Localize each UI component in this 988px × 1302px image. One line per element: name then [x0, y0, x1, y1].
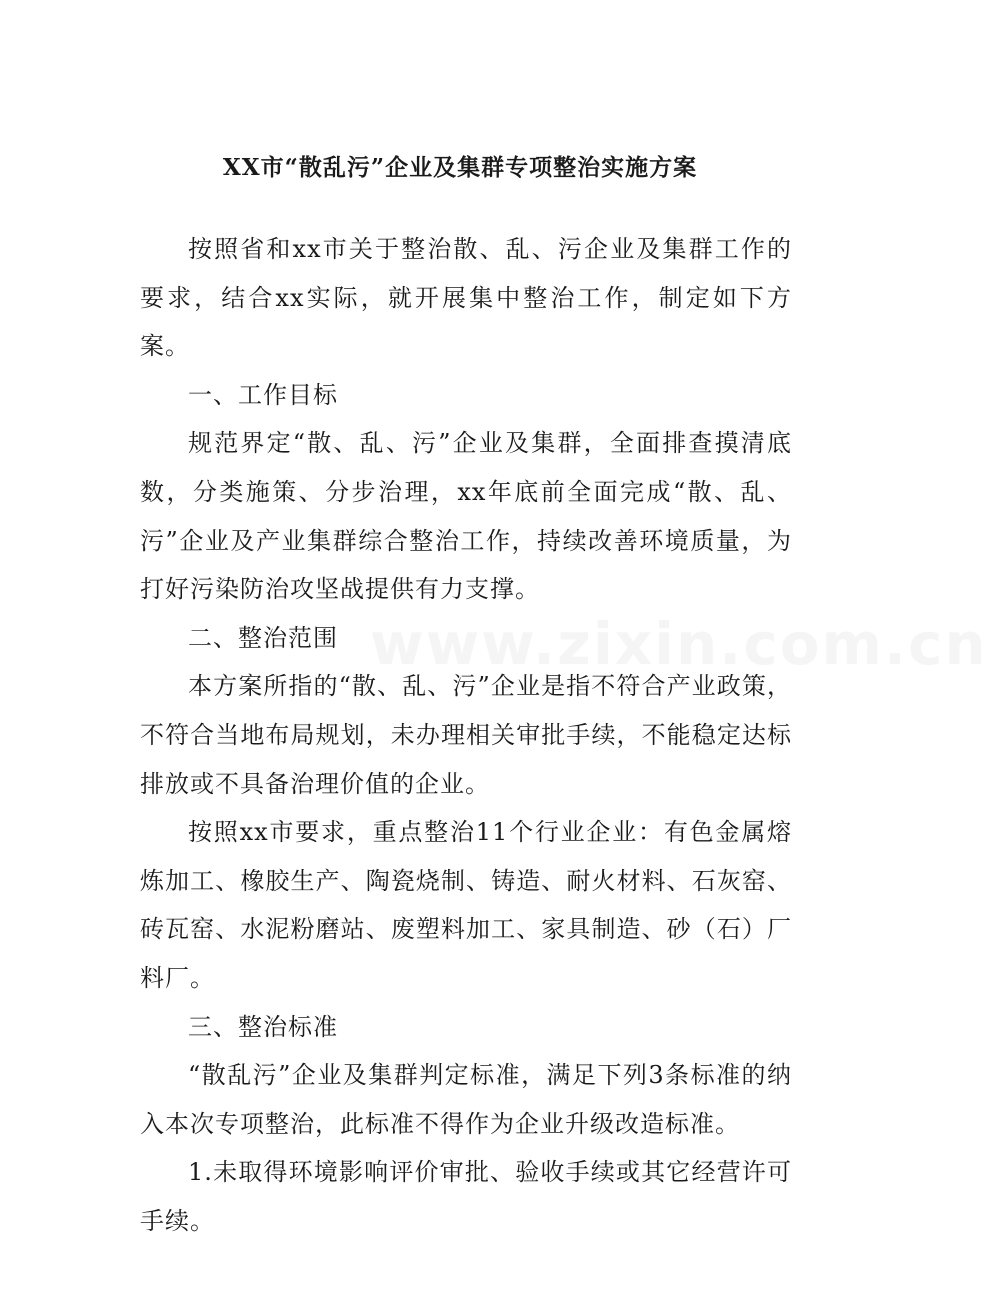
- heading-standards: 三、整治标准: [188, 1012, 338, 1041]
- watermark: www.zixin.com.cn: [370, 610, 988, 678]
- paragraph-scope-industries: 按照xx市要求，重点整治11个行业企业：有色金属熔炼加工、橡胶生产、陶瓷烧制、铸造、耐火材料、石灰窑、砖瓦窑、水泥粉磨站、废塑料加工、家具制造、砂（石）厂料厂。: [140, 818, 792, 992]
- paragraph-standards: “散乱污”企业及集群判定标准，满足下列3条标准的纳入本次专项整治，此标准不得作为企业升级改造标准。: [140, 1061, 792, 1138]
- paragraph-scope-definition: 本方案所指的“散、乱、污”企业是指不符合产业政策，不符合当地布局规划，未办理相关审批手续，不能稳定达标排放或不具备治理价值的企业。: [140, 672, 792, 798]
- paragraph-intro: 按照省和xx市关于整治散、乱、污企业及集群工作的要求，结合xx实际，就开展集中整治工作，制定如下方案。: [140, 235, 792, 361]
- heading-work-goal: 一、工作目标: [188, 380, 338, 409]
- heading-scope: 二、整治范围: [188, 623, 338, 652]
- paragraph-work-goal: 规范界定“散、乱、污”企业及集群，全面排查摸清底数，分类施策、分步治理，xx年底前全面完成“散、乱、污”企业及产业集群综合整治工作，持续改善环境质量，为打好污染防治攻坚战提供有力支撑。: [140, 429, 792, 604]
- document-body: [140, 225, 792, 1245]
- paragraph-standard-item-1: 1.未取得环境影响评价审批、验收手续或其它经营许可手续。: [140, 1158, 792, 1235]
- document-title: XX市“散乱污”企业及集群专项整治实施方案: [222, 154, 698, 181]
